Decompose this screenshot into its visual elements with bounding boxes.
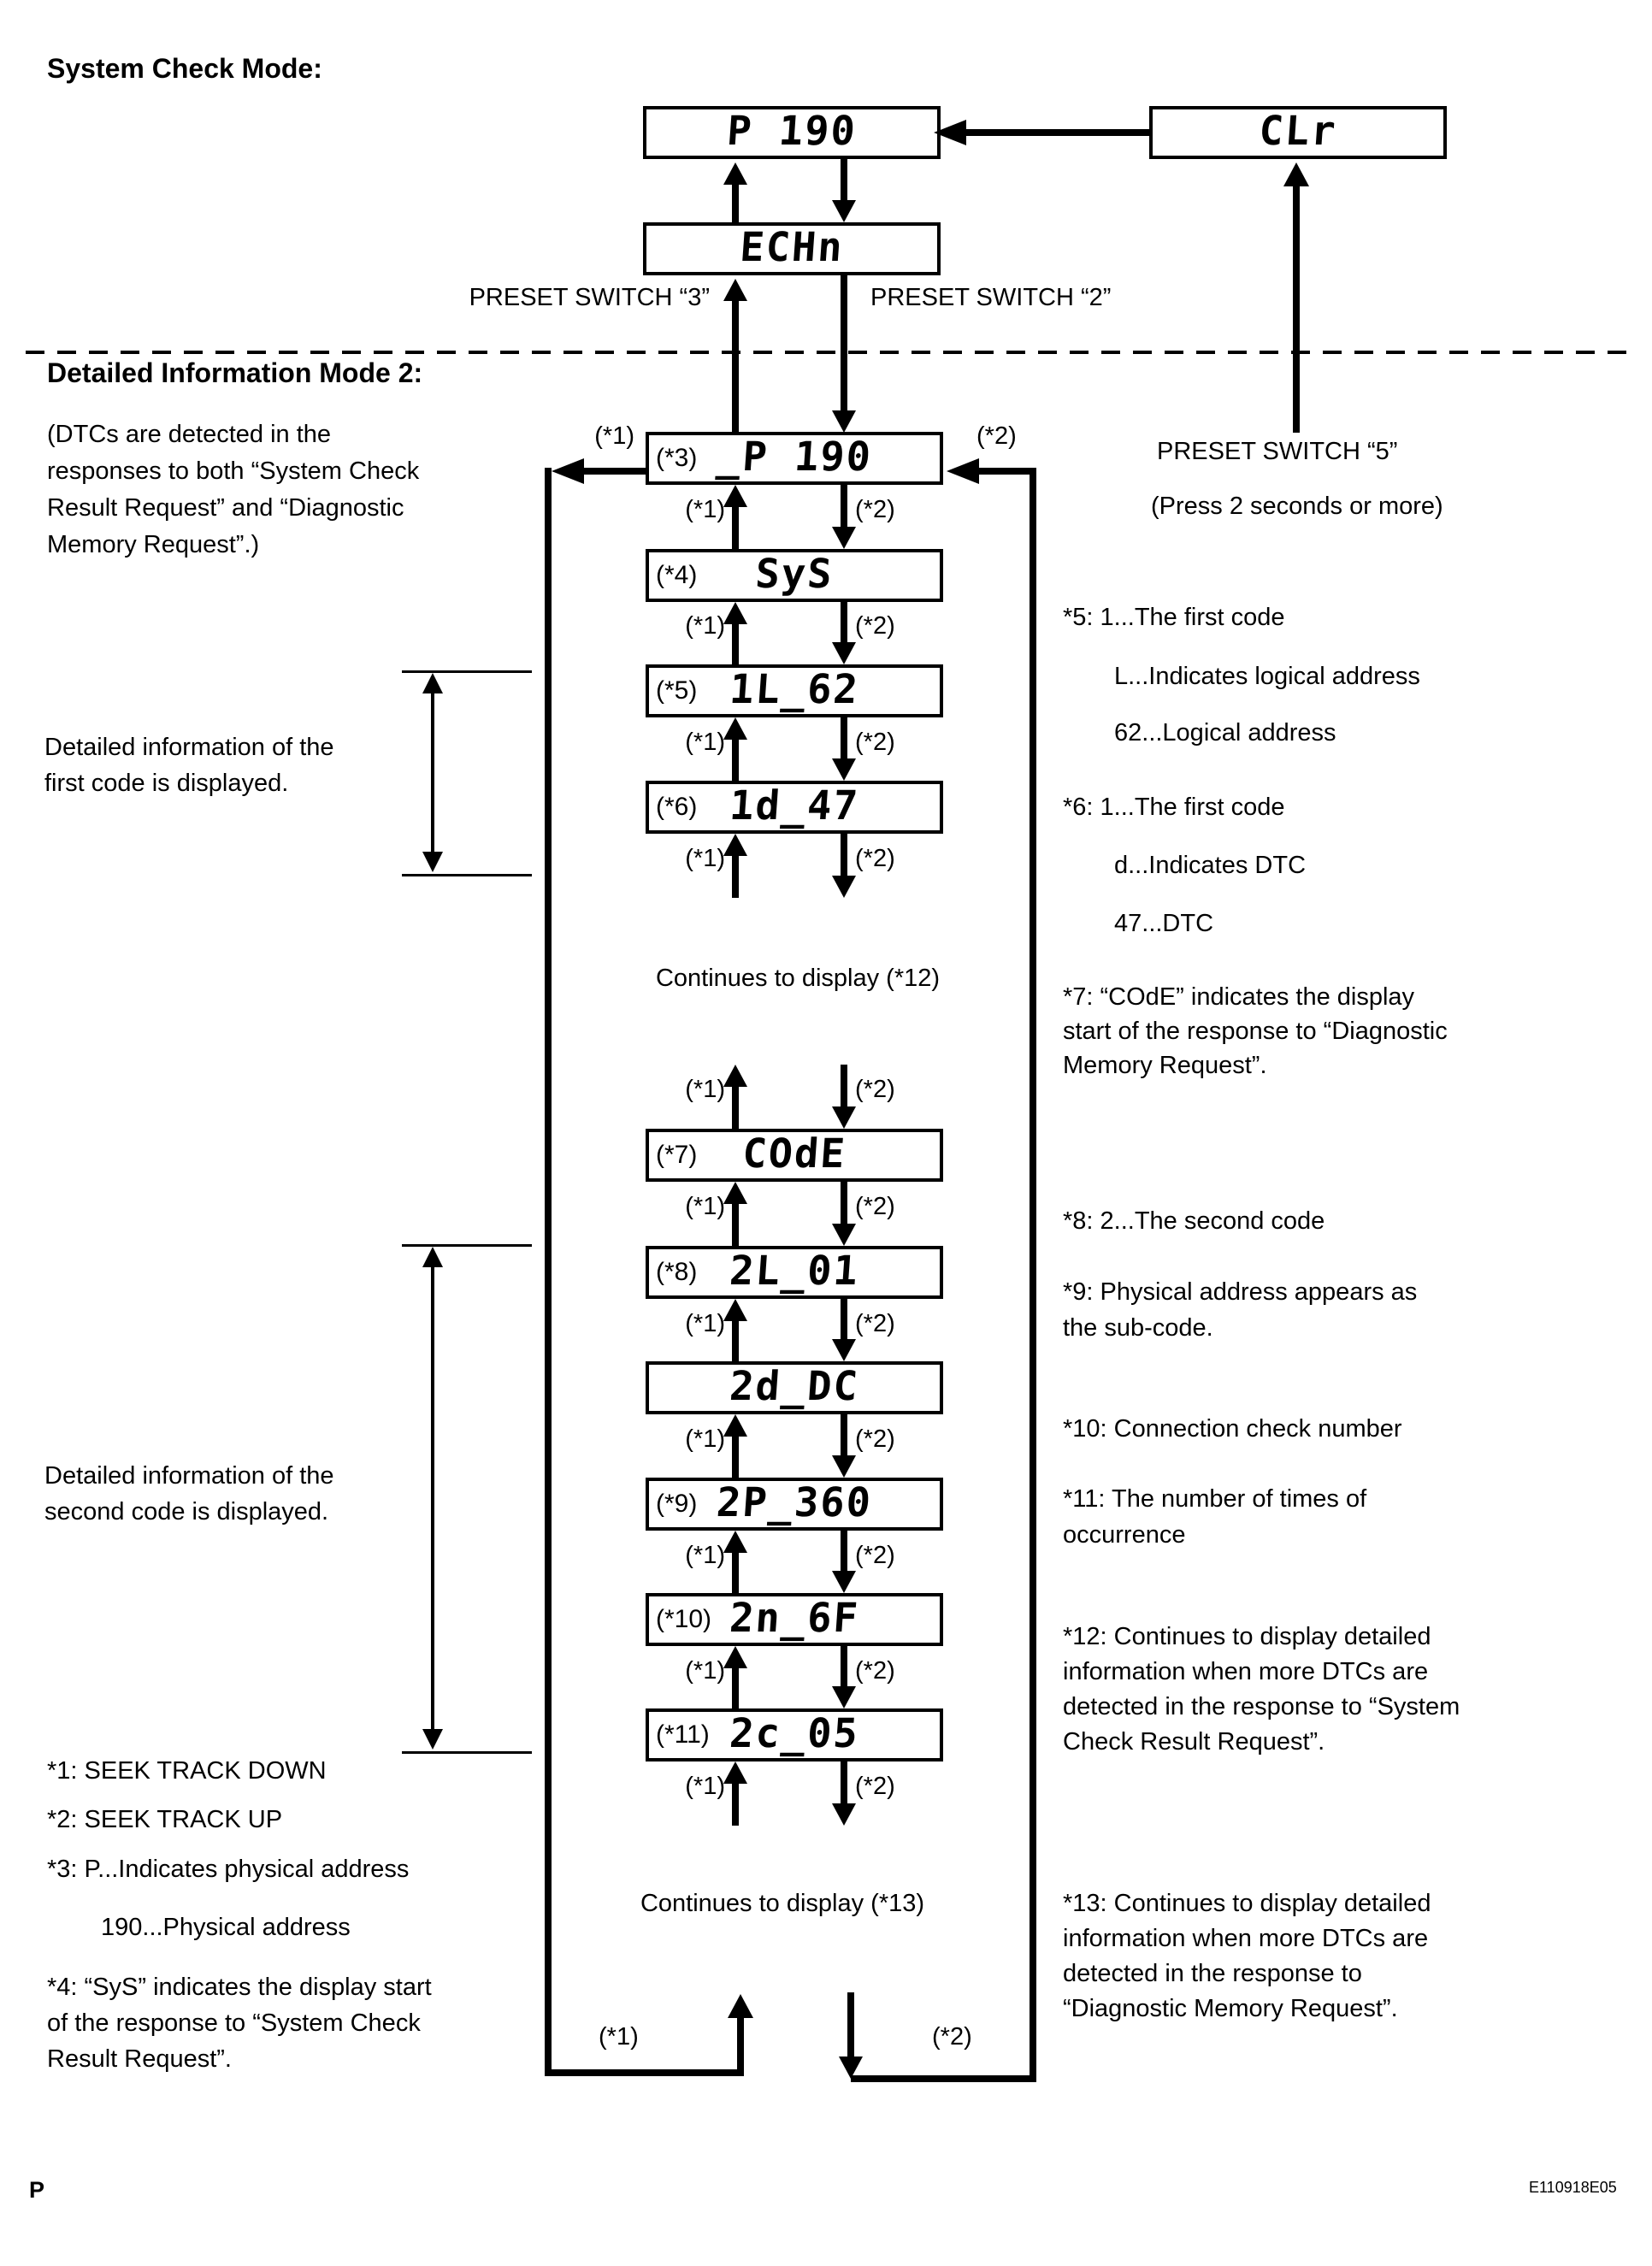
seek-down-label: (*1): [685, 1076, 725, 1103]
arrow-shaft: [732, 1667, 739, 1708]
note-10: *10: Connection check number: [1063, 1415, 1402, 1443]
arrow-shaft: [841, 485, 847, 528]
seek-down-label: (*1): [685, 1657, 725, 1685]
arrow-up-icon: [723, 717, 747, 740]
bracket-arrow-shaft: [431, 684, 434, 860]
arrow-shaft: [732, 299, 739, 433]
page-letter: P: [29, 2177, 45, 2203]
arrow-down-icon: [832, 642, 856, 664]
mode2-intro-line: responses to both “System Check: [47, 457, 420, 485]
seven-seg-display: COdE: [740, 1130, 848, 1177]
arrow-up-icon: [723, 162, 747, 185]
arrow-down-icon: [832, 1106, 856, 1129]
seven-seg-display: 2L_01: [728, 1248, 861, 1295]
arrow-down-icon: [832, 1224, 856, 1246]
note-1: *1: SEEK TRACK DOWN: [47, 1757, 327, 1785]
bracket-arrow-shaft: [431, 1259, 434, 1739]
note-9-line: the sub-code.: [1063, 1314, 1213, 1342]
bracket-second-label: Detailed information of the: [44, 1462, 334, 1490]
preset-switch-3-label: PRESET SWITCH “3”: [469, 284, 710, 311]
box-tag: (*11): [656, 1720, 710, 1749]
preset-switch-2-label: PRESET SWITCH “2”: [870, 284, 1112, 311]
arrow-shaft: [841, 717, 847, 760]
arrow-left-icon: [934, 120, 966, 145]
mode2-intro-line: (DTCs are detected in the: [47, 421, 332, 448]
seven-seg-display: ECHn: [738, 224, 846, 271]
box-tag: (*7): [656, 1141, 698, 1169]
loop-line-left-bottom: [545, 2069, 744, 2076]
seek-up-label: (*2): [855, 1425, 895, 1453]
seven-seg-display: 2P_360: [715, 1479, 874, 1526]
arrow-shaft: [979, 468, 1033, 475]
box-tag: (*5): [656, 676, 698, 705]
display-box-echn: [643, 222, 941, 275]
seek-up-label: (*2): [855, 612, 895, 640]
flow-box-2ddc: [646, 1361, 943, 1414]
arrow-up-icon: [723, 1761, 747, 1784]
arrow-down-icon: [832, 1455, 856, 1478]
arrow-down-icon: [832, 1571, 856, 1593]
arrow-down-icon: [832, 758, 856, 781]
seek-down-label: (*1): [685, 1773, 725, 1800]
seven-seg-display: P 190: [725, 108, 858, 155]
note-12-line: *12: Continues to display detailed: [1063, 1623, 1431, 1650]
loop-line-left: [545, 468, 552, 2076]
arrow-shaft: [732, 1085, 739, 1129]
note-3b: 190...Physical address: [101, 1914, 351, 1941]
seven-seg-display: 2c_05: [728, 1710, 861, 1757]
seek-up-label: (*2): [932, 2023, 972, 2051]
note-4-line: *4: “SyS” indicates the display start: [47, 1974, 432, 2001]
seven-seg-display: 1L_62: [728, 666, 861, 713]
arrow-shaft: [737, 2016, 744, 2071]
seven-seg-display: SyS: [753, 551, 835, 598]
flow-box-9: [646, 1478, 943, 1531]
arrow-shaft: [841, 1299, 847, 1341]
bracket-line: [402, 1244, 532, 1247]
arrow-shaft: [847, 1992, 854, 2058]
note-7-line: *7: “COdE” indicates the display: [1063, 983, 1415, 1011]
seven-seg-display: 1d_47: [728, 782, 861, 829]
note-12-line: information when more DTCs are: [1063, 1658, 1429, 1685]
seven-seg-display: 2n_6F: [728, 1595, 861, 1642]
arrow-down-icon: [832, 410, 856, 433]
display-box-clr: [1149, 106, 1447, 159]
note-5-line: 62...Logical address: [1114, 719, 1336, 746]
mode2-intro-line: Result Request” and “Diagnostic: [47, 494, 404, 522]
flow-box-4: [646, 549, 943, 602]
arrow-up-icon: [723, 485, 747, 507]
continues-12-text: Continues to display (*12): [655, 965, 941, 992]
arrow-shaft: [841, 159, 847, 202]
arrow-shaft: [732, 1551, 739, 1593]
note-12-line: Check Result Request”.: [1063, 1728, 1325, 1756]
flow-box-5: [646, 664, 943, 717]
seek-up-label: (*2): [855, 1542, 895, 1569]
arrow-shaft: [841, 1646, 847, 1688]
arrow-down-icon: [832, 1803, 856, 1826]
seek-up-label: (*2): [976, 422, 1017, 450]
arrow-down-icon: [832, 876, 856, 898]
note-6-line: 47...DTC: [1114, 910, 1214, 937]
arrow-up-icon: [728, 1994, 753, 2018]
arrow-down-icon: [832, 1686, 856, 1708]
seek-up-label: (*2): [855, 729, 895, 756]
seek-up-label: (*2): [855, 1657, 895, 1685]
dashed-divider: [26, 351, 1631, 354]
seven-seg-display: 2d_DC: [728, 1363, 861, 1410]
seek-down-label: (*1): [685, 496, 725, 523]
flow-box-7: [646, 1129, 943, 1182]
arrow-up-icon: [723, 1531, 747, 1553]
box-tag: (*4): [656, 561, 698, 589]
seek-up-label: (*2): [855, 845, 895, 872]
note-6-line: *6: 1...The first code: [1063, 794, 1285, 821]
arrow-left-icon: [552, 458, 584, 484]
arrow-down-icon: [422, 852, 443, 872]
seek-down-label: (*1): [685, 1310, 725, 1337]
note-8: *8: 2...The second code: [1063, 1207, 1325, 1235]
arrow-up-icon: [723, 834, 747, 856]
seek-down-label: (*1): [685, 845, 725, 872]
seek-up-label: (*2): [855, 1310, 895, 1337]
arrow-shaft: [732, 183, 739, 222]
arrow-shaft: [841, 1414, 847, 1457]
seek-down-label: (*1): [685, 1425, 725, 1453]
box-tag: (*3): [656, 444, 698, 472]
note-9-line: *9: Physical address appears as: [1063, 1278, 1418, 1306]
arrow-shaft: [841, 1065, 847, 1108]
arrow-shaft: [732, 854, 739, 898]
loop-line-right: [1030, 468, 1036, 2082]
arrow-shaft: [841, 275, 847, 412]
section-title-mode2: Detailed Information Mode 2:: [47, 357, 423, 388]
box-tag: (*6): [656, 793, 698, 821]
note-4-line: Result Request”.: [47, 2045, 232, 2073]
seek-up-label: (*2): [855, 1193, 895, 1220]
doc-code: E110918E05: [1529, 2179, 1617, 2196]
box-tag: (*9): [656, 1490, 698, 1518]
seven-seg-display: CLr: [1257, 108, 1339, 155]
arrow-up-icon: [723, 1182, 747, 1204]
seek-down-label: (*1): [685, 1193, 725, 1220]
seek-down-label: (*1): [599, 2023, 639, 2051]
note-6-line: d...Indicates DTC: [1114, 852, 1307, 879]
arrow-down-icon: [422, 1729, 443, 1750]
display-box-p190: [643, 106, 941, 159]
note-13-line: detected in the response to: [1063, 1960, 1362, 1987]
bracket-line: [402, 1751, 532, 1754]
note-7-line: start of the response to “Diagnostic: [1063, 1018, 1448, 1045]
arrow-shaft: [841, 602, 847, 644]
arrow-shaft: [841, 1182, 847, 1225]
arrow-up-icon: [723, 1414, 747, 1437]
box-tag: (*8): [656, 1258, 698, 1286]
note-5-line: L...Indicates logical address: [1114, 663, 1420, 690]
arrow-shaft: [1293, 185, 1300, 433]
seek-up-label: (*2): [855, 496, 895, 523]
flow-box-8: [646, 1246, 943, 1299]
arrow-up-icon: [723, 602, 747, 624]
arrow-shaft: [841, 834, 847, 877]
note-12-line: detected in the response to “System: [1063, 1693, 1460, 1720]
arrow-up-icon: [1283, 162, 1309, 186]
bracket-second-label: second code is displayed.: [44, 1498, 329, 1525]
flow-box-10: [646, 1593, 943, 1646]
note-2: *2: SEEK TRACK UP: [47, 1806, 283, 1833]
flow-box-3: [646, 432, 943, 485]
seek-down-label: (*1): [685, 612, 725, 640]
arrow-shaft: [841, 1531, 847, 1573]
note-11-line: occurrence: [1063, 1521, 1186, 1549]
arrow-up-icon: [723, 1065, 747, 1087]
note-13-line: *13: Continues to display detailed: [1063, 1890, 1431, 1917]
arrow-shaft: [732, 623, 739, 664]
bracket-first-label: Detailed information of the: [44, 734, 334, 761]
arrow-up-icon: [723, 1299, 747, 1321]
arrow-shaft: [582, 468, 646, 475]
note-11-line: *11: The number of times of: [1063, 1485, 1367, 1513]
loop-line-right-bottom: [851, 2075, 1036, 2082]
seven-seg-display: _P 190: [715, 434, 874, 481]
arrow-shaft: [732, 738, 739, 781]
arrow-shaft: [732, 1782, 739, 1826]
arrow-up-icon: [422, 1247, 443, 1267]
arrow-left-icon: [947, 458, 979, 484]
section-title-system-check: System Check Mode:: [47, 53, 322, 84]
arrow-up-icon: [723, 1646, 747, 1668]
arrow-up-icon: [723, 279, 747, 301]
note-7-line: Memory Request”.: [1063, 1052, 1267, 1079]
note-3: *3: P...Indicates physical address: [47, 1856, 410, 1883]
arrow-shaft: [841, 1761, 847, 1805]
arrow-down-icon: [832, 200, 856, 222]
preset-switch-5-note: (Press 2 seconds or more): [1151, 493, 1443, 520]
seek-down-label: (*1): [685, 1542, 725, 1569]
arrow-shaft: [732, 1435, 739, 1478]
arrow-shaft: [732, 1202, 739, 1246]
bracket-line: [402, 874, 532, 876]
arrow-up-icon: [422, 673, 443, 693]
preset-switch-5-label: PRESET SWITCH “5”: [1157, 438, 1398, 465]
arrow-shaft: [732, 505, 739, 549]
note-4-line: of the response to “System Check: [47, 2009, 421, 2037]
mode2-intro-line: Memory Request”.): [47, 531, 260, 558]
note-13-line: information when more DTCs are: [1063, 1925, 1429, 1952]
flow-box-6: [646, 781, 943, 834]
note-5-line: *5: 1...The first code: [1063, 604, 1285, 631]
bracket-line: [402, 670, 532, 673]
note-13-line: “Diagnostic Memory Request”.: [1063, 1995, 1398, 2022]
seek-down-label: (*1): [594, 422, 634, 450]
seek-down-label: (*1): [685, 729, 725, 756]
arrow-down-icon: [832, 527, 856, 549]
continues-13-text: Continues to display (*13): [640, 1890, 925, 1917]
arrow-down-icon: [832, 1339, 856, 1361]
arrow-shaft: [732, 1319, 739, 1361]
seek-up-label: (*2): [855, 1076, 895, 1103]
seek-up-label: (*2): [855, 1773, 895, 1800]
box-tag: (*10): [656, 1605, 712, 1633]
arrow-shaft: [965, 129, 1149, 136]
flow-box-11: [646, 1708, 943, 1761]
bracket-first-label: first code is displayed.: [44, 770, 289, 797]
